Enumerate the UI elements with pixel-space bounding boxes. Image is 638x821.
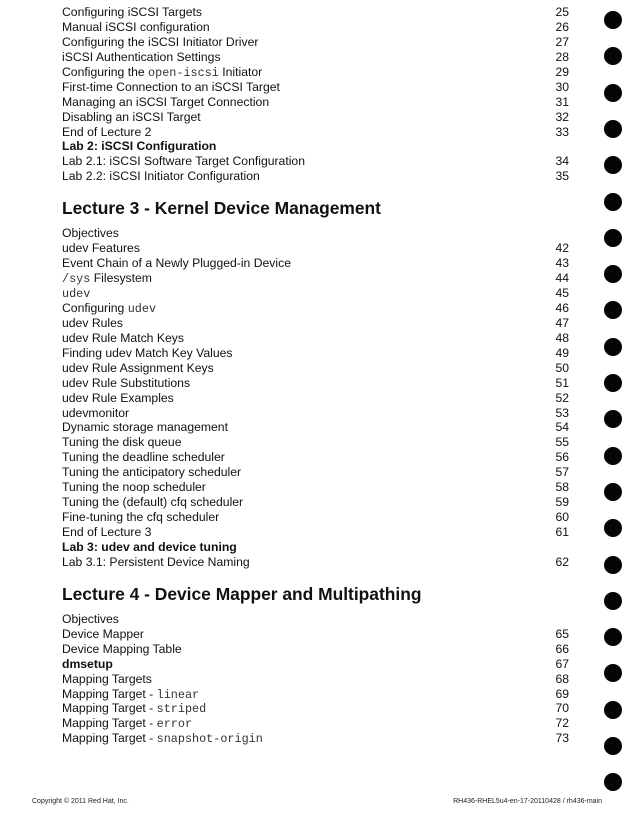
toc-entry[interactable] bbox=[62, 226, 577, 241]
toc-entry-title bbox=[62, 241, 140, 256]
toc-entry[interactable] bbox=[62, 510, 577, 525]
binding-hole bbox=[604, 84, 622, 102]
title-text: Configuring iSCSI Targets bbox=[62, 5, 202, 19]
binding-holes bbox=[604, 0, 634, 821]
toc-entry[interactable] bbox=[62, 672, 577, 687]
title-text: udev Rule Assignment Keys bbox=[62, 360, 214, 375]
title-text: Device Mapping Table bbox=[62, 641, 182, 656]
title-text: Fine-tuning the cfq scheduler bbox=[62, 510, 220, 525]
toc-entry-page: 65 bbox=[555, 626, 569, 641]
title-text: udev Rules bbox=[62, 315, 123, 330]
title-text: Lab 2.2: iSCSI Initiator Configuration bbox=[62, 169, 260, 184]
toc-entry[interactable] bbox=[62, 480, 577, 495]
toc-entry[interactable] bbox=[62, 642, 577, 657]
title-text: Tuning the disk queue bbox=[62, 435, 182, 450]
toc-entry[interactable] bbox=[62, 450, 577, 465]
toc-entry-title bbox=[62, 226, 119, 241]
title-text: End of Lecture 2 bbox=[62, 124, 152, 139]
title-text: Filesystem bbox=[90, 271, 152, 286]
title-text: dmsetup bbox=[62, 656, 113, 671]
toc-entry-page: 51 bbox=[555, 375, 569, 390]
code-term: striped bbox=[156, 702, 207, 717]
toc-entry-title bbox=[62, 256, 291, 271]
toc-entry[interactable] bbox=[62, 35, 577, 50]
toc-entry-page: 70 bbox=[555, 701, 569, 716]
toc-entry-title bbox=[62, 391, 174, 406]
binding-hole bbox=[604, 592, 622, 610]
toc-entry[interactable] bbox=[62, 525, 577, 540]
toc-entry-page: 50 bbox=[555, 360, 569, 375]
toc-entry-page: 53 bbox=[555, 405, 569, 420]
toc-entry-page: 30 bbox=[555, 79, 569, 94]
binding-hole bbox=[604, 701, 622, 719]
title-text: Lab 2.1: iSCSI Software Target Configuration bbox=[62, 154, 305, 169]
binding-hole bbox=[604, 447, 622, 465]
toc-entry[interactable] bbox=[62, 376, 577, 391]
toc-entry[interactable] bbox=[62, 65, 577, 80]
toc-entry[interactable] bbox=[62, 154, 577, 169]
footer-doc-id: RH436-RHEL5u4-en-17-20110428 / rh436-main bbox=[453, 798, 602, 805]
title-text: Lab 2: iSCSI Configuration bbox=[62, 139, 217, 154]
toc-entry-title bbox=[62, 450, 225, 465]
toc-entry[interactable] bbox=[62, 495, 577, 510]
toc-entry-page: 55 bbox=[555, 435, 569, 450]
title-text: Initiator bbox=[218, 64, 263, 79]
toc-entry-title bbox=[62, 35, 258, 50]
toc-entry-page: 58 bbox=[555, 480, 569, 495]
binding-hole bbox=[604, 338, 622, 356]
title-text: End of Lecture 3 bbox=[62, 525, 152, 539]
toc-entry[interactable] bbox=[62, 391, 577, 406]
toc-entry-title bbox=[62, 20, 210, 35]
title-text: Tuning the noop scheduler bbox=[62, 480, 206, 495]
toc-entry-title bbox=[62, 672, 152, 687]
binding-hole bbox=[604, 301, 622, 319]
toc-entry[interactable] bbox=[62, 20, 577, 35]
toc-entry[interactable] bbox=[62, 331, 577, 346]
toc-entry-title bbox=[62, 435, 181, 450]
toc-entry-page: 57 bbox=[555, 465, 569, 480]
binding-hole bbox=[604, 628, 622, 646]
binding-hole bbox=[604, 193, 622, 211]
binding-hole bbox=[604, 664, 622, 682]
toc-entry-title bbox=[62, 612, 119, 627]
toc-entry-page: 35 bbox=[555, 169, 569, 184]
binding-hole bbox=[604, 265, 622, 283]
toc-entry-page: 46 bbox=[555, 300, 569, 315]
binding-hole bbox=[604, 120, 622, 138]
toc-entry-page: 44 bbox=[555, 271, 569, 286]
title-text: Finding udev Match Key Values bbox=[62, 345, 233, 360]
toc-entry[interactable] bbox=[62, 540, 577, 555]
toc-entry-page: 48 bbox=[555, 330, 569, 345]
title-text: udev Rule Substitutions bbox=[62, 375, 191, 390]
toc-entry-page: 26 bbox=[555, 19, 569, 34]
toc-entry-page: 27 bbox=[555, 34, 569, 49]
binding-hole bbox=[604, 410, 622, 428]
toc-entry-title bbox=[62, 125, 151, 140]
toc-entry-page: 61 bbox=[555, 525, 569, 539]
toc-entry[interactable] bbox=[62, 687, 577, 702]
binding-hole bbox=[604, 519, 622, 537]
footer-copyright: Copyright © 2011 Red Hat, Inc. bbox=[32, 798, 129, 805]
title-text: Managing an iSCSI Target Connection bbox=[62, 94, 270, 109]
title-text: Mapping Target - bbox=[62, 731, 157, 746]
binding-hole bbox=[604, 483, 622, 501]
table-of-contents bbox=[62, 5, 577, 746]
toc-entry-title bbox=[62, 5, 202, 20]
toc-entry[interactable] bbox=[62, 716, 577, 731]
toc-entry-page: 32 bbox=[555, 109, 569, 124]
toc-entry-page: 60 bbox=[555, 510, 569, 525]
title-text: First-time Connection to an iSCSI Target bbox=[62, 79, 280, 94]
toc-entry-page: 42 bbox=[555, 241, 569, 256]
toc-entry[interactable] bbox=[62, 701, 577, 716]
toc-entry-title bbox=[62, 50, 221, 65]
toc-entry-title bbox=[62, 286, 90, 302]
toc-entry-title bbox=[62, 701, 206, 717]
toc-entry-page: 68 bbox=[555, 671, 569, 686]
binding-hole bbox=[604, 11, 622, 29]
toc-entry-title bbox=[62, 687, 199, 703]
title-text: Mapping Target - bbox=[62, 686, 157, 701]
toc-entry-title bbox=[62, 420, 228, 435]
toc-entry-page: 49 bbox=[555, 345, 569, 360]
lecture-heading: Lecture 4 - Device Mapper and Multipathing bbox=[62, 583, 422, 604]
toc-entry[interactable] bbox=[62, 139, 577, 154]
toc-entry[interactable] bbox=[62, 50, 577, 65]
title-text: Lab 3.1: Persistent Device Naming bbox=[62, 554, 250, 569]
toc-entry-page: 66 bbox=[555, 641, 569, 656]
toc-entry-title bbox=[62, 465, 241, 480]
binding-hole bbox=[604, 47, 622, 65]
toc-entry[interactable] bbox=[62, 301, 577, 316]
title-text: iSCSI Authentication Settings bbox=[62, 49, 221, 64]
toc-entry[interactable] bbox=[62, 420, 577, 435]
binding-hole bbox=[604, 156, 622, 174]
toc-entry[interactable] bbox=[62, 5, 577, 20]
toc-entry[interactable] bbox=[62, 435, 577, 450]
toc-entry[interactable] bbox=[62, 731, 577, 746]
toc-entry-title bbox=[62, 657, 113, 672]
toc-entry-title bbox=[62, 346, 233, 361]
toc-entry-title bbox=[62, 627, 144, 642]
title-text: Manual iSCSI configuration bbox=[62, 19, 210, 34]
toc-entry[interactable] bbox=[62, 627, 577, 642]
toc-entry[interactable] bbox=[62, 169, 577, 184]
binding-hole bbox=[604, 773, 622, 791]
toc-entry-title bbox=[62, 642, 182, 657]
toc-entry-title bbox=[62, 480, 206, 495]
toc-entry-title bbox=[62, 139, 216, 154]
lecture-heading: Lecture 3 - Kernel Device Management bbox=[62, 198, 381, 219]
toc-entry[interactable] bbox=[62, 286, 577, 301]
toc-entry-page: 28 bbox=[555, 49, 569, 64]
title-text: Mapping Target - bbox=[62, 716, 157, 731]
code-term: snapshot-origin bbox=[156, 732, 263, 747]
toc-entry-title bbox=[62, 510, 219, 525]
toc-entry[interactable] bbox=[62, 80, 577, 95]
toc-entry[interactable] bbox=[62, 657, 577, 672]
toc-entry-page: 54 bbox=[555, 420, 569, 435]
toc-entry-title bbox=[62, 495, 243, 510]
title-text: Mapping Target - bbox=[62, 701, 157, 716]
toc-entry-page: 52 bbox=[555, 390, 569, 405]
binding-hole bbox=[604, 556, 622, 574]
toc-entry[interactable] bbox=[62, 241, 577, 256]
code-term: /sys bbox=[62, 272, 91, 287]
binding-hole bbox=[604, 737, 622, 755]
toc-entry-title bbox=[62, 154, 305, 169]
toc-entry-title bbox=[62, 525, 151, 540]
toc-entry[interactable] bbox=[62, 110, 577, 125]
toc-entry-title bbox=[62, 555, 250, 570]
title-text: Mapping Targets bbox=[62, 671, 152, 686]
toc-entry-page: 67 bbox=[555, 656, 569, 671]
toc-entry-title bbox=[62, 169, 260, 184]
toc-entry-page: 69 bbox=[555, 686, 569, 701]
title-text: Configuring the bbox=[62, 64, 149, 79]
toc-entry-title bbox=[62, 540, 237, 555]
binding-hole bbox=[604, 374, 622, 392]
toc-entry-title bbox=[62, 331, 184, 346]
toc-entry[interactable] bbox=[62, 271, 577, 286]
title-text: Configuring the iSCSI Initiator Driver bbox=[62, 34, 259, 49]
toc-entry[interactable] bbox=[62, 316, 577, 331]
title-text: Objectives bbox=[62, 226, 119, 241]
toc-entry-page: 45 bbox=[555, 286, 569, 300]
toc-entry-page: 72 bbox=[555, 716, 569, 731]
code-term: open-iscsi bbox=[148, 65, 219, 80]
toc-entry-page: 56 bbox=[555, 450, 569, 465]
toc-entry-title bbox=[62, 301, 156, 317]
toc-entry-title bbox=[62, 376, 190, 391]
title-text: Dynamic storage management bbox=[62, 420, 228, 435]
code-term: udev bbox=[127, 301, 157, 316]
toc-entry[interactable] bbox=[62, 612, 577, 627]
toc-entry[interactable] bbox=[62, 95, 577, 110]
toc-entry-title bbox=[62, 406, 129, 421]
title-text: Lab 3: udev and device tuning bbox=[62, 539, 237, 554]
toc-entry[interactable] bbox=[62, 361, 577, 376]
title-text: udev Rule Match Keys bbox=[62, 330, 184, 345]
code-term: linear bbox=[156, 687, 200, 702]
toc-entry-page: 25 bbox=[555, 5, 569, 19]
toc-entry[interactable] bbox=[62, 406, 577, 421]
title-text: udev Rule Examples bbox=[62, 390, 174, 405]
toc-entry-page: 31 bbox=[555, 94, 569, 109]
title-text: udev Features bbox=[62, 241, 140, 256]
toc-entry-title bbox=[62, 316, 123, 331]
toc-entry-page: 59 bbox=[555, 495, 569, 510]
code-term: error bbox=[156, 717, 193, 732]
toc-entry-title bbox=[62, 95, 269, 110]
toc-entry[interactable] bbox=[62, 465, 577, 480]
toc-entry-page: 62 bbox=[555, 554, 569, 569]
title-text: Tuning the (default) cfq scheduler bbox=[62, 495, 244, 510]
title-text: Disabling an iSCSI Target bbox=[62, 109, 201, 124]
toc-entry-page: 47 bbox=[555, 315, 569, 330]
title-text: Event Chain of a Newly Plugged-in Device bbox=[62, 256, 291, 271]
toc-entry[interactable] bbox=[62, 256, 577, 271]
toc-entry-page: 29 bbox=[555, 64, 569, 79]
title-text: Configuring bbox=[62, 300, 128, 315]
toc-entry-title bbox=[62, 80, 280, 95]
title-text: Device Mapper bbox=[62, 626, 144, 641]
toc-entry-page: 33 bbox=[555, 124, 569, 139]
toc-entry-title bbox=[62, 731, 263, 747]
toc-entry-page: 34 bbox=[555, 154, 569, 169]
toc-entry-title bbox=[62, 271, 152, 287]
toc-entry[interactable] bbox=[62, 346, 577, 361]
toc-entry[interactable] bbox=[62, 555, 577, 570]
toc-entry-title bbox=[62, 65, 262, 81]
code-term: udev bbox=[62, 287, 91, 301]
toc-entry-title bbox=[62, 716, 192, 732]
title-text: Objectives bbox=[62, 611, 119, 626]
toc-entry[interactable] bbox=[62, 125, 577, 140]
title-text: udevmonitor bbox=[62, 405, 130, 420]
toc-entry-page: 73 bbox=[555, 731, 569, 746]
toc-entry-page: 43 bbox=[555, 256, 569, 271]
title-text: Tuning the anticipatory scheduler bbox=[62, 465, 242, 480]
toc-entry-title bbox=[62, 361, 214, 376]
title-text: Tuning the deadline scheduler bbox=[62, 450, 225, 465]
toc-entry-title bbox=[62, 110, 201, 125]
binding-hole bbox=[604, 229, 622, 247]
